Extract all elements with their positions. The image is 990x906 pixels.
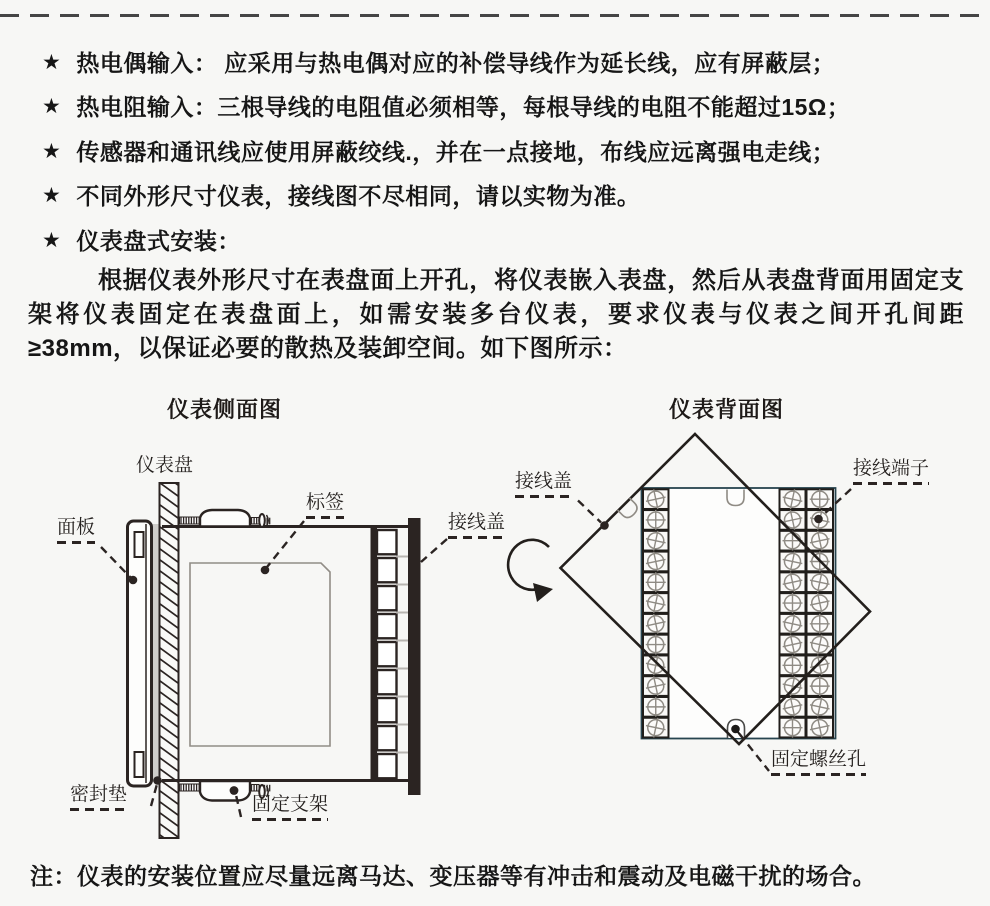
side-view-title: 仪表侧面图	[167, 397, 283, 422]
front-bezel	[128, 521, 152, 786]
star-icon: ★	[42, 229, 62, 252]
side-view-diagram	[101, 472, 447, 848]
back-view-title: 仪表背面图	[669, 397, 785, 422]
star-icon: ★	[42, 95, 62, 118]
rotate-arrow	[508, 540, 553, 602]
terminal-cover-label-back: 接线盖	[515, 471, 572, 498]
terminal-cover-bar	[408, 518, 421, 795]
front-panel-label: 面板	[57, 517, 95, 544]
sticker-label: 标签	[306, 492, 344, 519]
arrow-head-icon	[533, 583, 553, 602]
label-area	[190, 563, 330, 746]
bottom-note: 注：仪表的安装位置应尽量远离马达、变压器等有冲击和震动及电磁干扰的场合。	[30, 863, 876, 889]
bracket-leader-dot	[230, 786, 239, 795]
seal-leader	[151, 784, 157, 806]
panel-label: 仪表盘	[136, 455, 194, 476]
screw-hole-leader	[740, 734, 770, 771]
screw-hole-label: 固定螺丝孔	[771, 749, 866, 776]
bullet-text: 不同外形尺寸仪表，接线图不尽相同，请以实物为准。	[76, 183, 641, 209]
star-icon: ★	[42, 51, 62, 74]
bullet-text: 热电偶输入： 应采用与热电偶对应的补偿导线作为延长线，应有屏蔽层；	[76, 50, 836, 76]
terminal-strip	[377, 530, 408, 778]
fixing-bracket-label: 固定支架	[252, 794, 328, 821]
terminal-cover-leader	[421, 539, 447, 562]
installation-paragraph: 根据仪表外形尺寸在表盘面上开孔，将仪表嵌入表盘，然后从表盘背面用固定支架将仪表固定在表盘面上，如需安装多台仪表，要求仪表与仪表之间开孔间距≥38mm，以保证必要的散热及装卸空间。如下图所示：	[28, 267, 964, 362]
cover-leader	[578, 501, 601, 523]
bullet-text: 仪表盘式安装：	[76, 228, 241, 254]
top-clamp	[180, 510, 270, 527]
bullet-text: 热电阻输入：三根导线的电阻值必须相等，每根导线的电阻不能超过15Ω；	[76, 94, 851, 120]
clamp-screw-head	[259, 514, 265, 527]
terminal-block-label: 接线端子	[853, 458, 929, 485]
terminal-cover-label-side: 接线盖	[448, 512, 505, 539]
star-icon: ★	[42, 140, 62, 163]
star-icon: ★	[42, 184, 62, 207]
seal-gasket-label: 密封垫	[70, 784, 127, 811]
bullet-text: 传感器和通讯线应使用屏蔽绞线.，并在一点接地，布线应远离强电走线；	[76, 139, 836, 165]
